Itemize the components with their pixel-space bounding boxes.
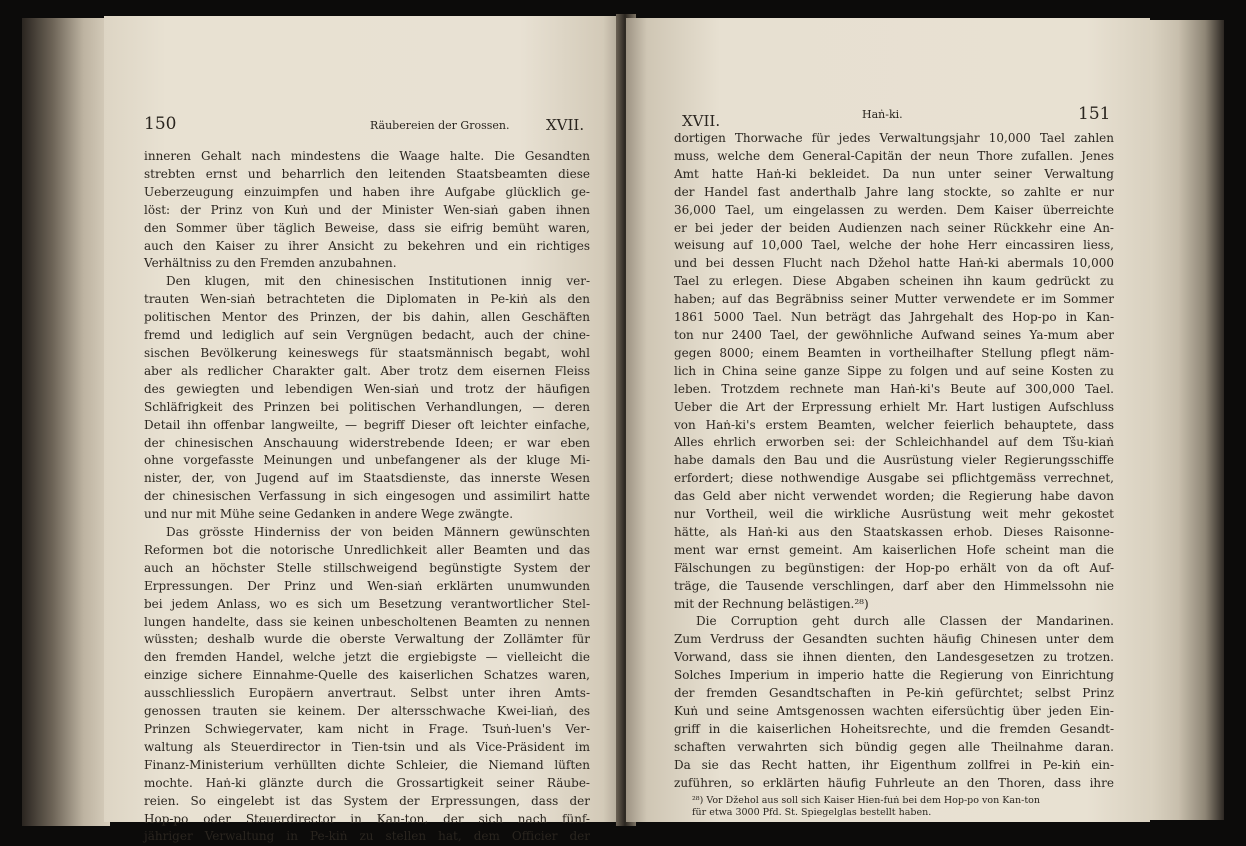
text-line: habe damals den Bau und die Ausrüstung vieler Regierungsschiffe [674,453,1114,468]
text-line: Die Corruption geht durch alle Classen der Mandarinen. [696,614,1114,629]
text-line: auch den Kaiser zu ihrer Ansicht zu bekehren und ein richtiges [144,238,590,253]
text-line: der Handel fast anderthalb Jahre lang stockte, so zahlte er nur [674,184,1114,199]
text-line: Solches Imperium in imperio hatte die Regierung von Einrichtung [674,668,1114,683]
text-line: Amt hatte Haṅ-ki bekleidet. Da nun unter seiner Verwaltung [674,166,1114,181]
text-line: zuführen, so erklärten häufig Fuhrleute an den Thoren, dass ihre [674,775,1114,790]
text-line: Zum Verdruss der Gesandten suchten häufig Chinesen unter dem [674,632,1114,647]
text-line: mochte. Haṅ-ki glänzte durch die Grossartigkeit seiner Räube- [144,775,590,790]
text-line: Schläfrigkeit des Prinzen bei politischen Verhandlungen, — deren [144,399,590,414]
text-line: erfordert; diese nothwendige Ausgabe sei pflichtgemäss verrechnet, [674,471,1114,486]
footnote-line: ²⁸) Vor Džehol aus soll sich Kaiser Hien-fuṅ bei dem Hop-po von Kan-ton [692,795,1040,806]
text-line: haben; auf das Begräbniss seiner Mutter verwendete er im Sommer [674,292,1114,307]
text-line: den fremden Handel, welche jetzt die ergiebigste — vielleicht die [144,650,590,665]
text-line: den Sommer über täglich Beweise, dass sie eifrig bemüht waren, [144,220,590,235]
text-line: fremd und lediglich auf sein Vergnügen bedacht, auch der chine- [144,328,590,343]
text-line: gegen 8000; einem Beamten in vortheilhafter Stellung pflegt näm- [674,345,1114,360]
right-chapter-label: XVII. [682,112,721,130]
text-line: nur Vortheil, weil die wirkliche Ausrüstung weit mehr gekostet [674,507,1114,522]
text-line: ment war ernst gemeint. Am kaiserlichen Hofe scheint man die [674,542,1114,557]
text-line: bei jedem Anlass, wo es sich um Besetzung verantwortlicher Stel- [144,596,590,611]
text-line: Detail ihn offenbar langweilte, — begriff Dieser oft leichter einfache, [144,417,590,432]
right-body-text [674,130,1114,793]
text-line: träge, die Tausende verschlingen, darf aber den Himmelssohn nie [674,578,1114,593]
text-line: einzige sichere Einnahme-Quelle des kaiserlichen Schatzes waren, [144,668,590,683]
book-page-edges-right [1148,20,1224,820]
text-line: leben. Trotzdem rechnete man Haṅ-ki's Beute auf 300,000 Tael. [674,381,1114,396]
left-chapter-label: XVII. [546,116,585,134]
text-line: schaften verwahrten sich bündig gegen alle Theilnahme daran. [674,739,1114,754]
book-page-edges-left [22,18,110,826]
left-page-number: 150 [144,114,177,134]
text-line: das Geld aber nicht verwendet worden; die Regierung habe davon [674,489,1114,504]
text-line: dortigen Thorwache für jedes Verwaltungsjahr 10,000 Tael zahlen [674,131,1114,145]
text-line: muss, welche dem General-Capitän der neun Thore zufallen. Jenes [674,148,1114,163]
text-line: politischen Mentor des Prinzen, der bis dahin, allen Geschäften [144,310,590,325]
text-line: Erpressungen. Der Prinz und Wen-siaṅ erklärten unumwunden [144,578,590,593]
text-line: mit der Rechnung belästigen.²⁸) [674,596,869,611]
text-line: Fälschungen zu begünstigen: der Hop-po erhält von da oft Auf- [674,560,1114,575]
text-line: reien. So eingelebt ist das System der Erpressungen, dass der [144,793,590,808]
text-line: und nur mit Mühe seine Gedanken in andere Wege zwängte. [144,507,514,522]
text-line: lich in China seine ganze Sippe zu folgen und auf seine Kosten zu [674,363,1114,378]
text-line: Da sie das Recht hatten, ihr Eigenthum zollfrei in Pe-kiṅ ein- [674,757,1114,772]
text-line: Tael zu erlegen. Diese Abgaben scheinen ihn kaum gedrückt zu [674,274,1114,289]
text-line: ton nur 2400 Tael, der gewöhnliche Aufwand seines Ya-mum aber [674,327,1114,342]
text-line: lungen handelte, dass sie keinen unbescholtenen Beamten zu nennen [144,614,590,629]
text-line: jähriger Verwaltung in Pe-kiṅ zu stellen hat, dem Officier der [144,829,590,844]
text-line: 1861 5000 Tael. Nun beträgt das Jahrgehalt des Hop-po in Kan- [674,310,1114,325]
text-line: Den klugen, mit den chinesischen Institutionen innig ver- [166,274,590,289]
right-page [626,18,1150,822]
text-line: Verhältniss zu den Fremden anzubahnen. [144,256,397,271]
text-line: Ueber die Art der Erpressung erhielt Mr. Hart lustigen Aufschluss [674,399,1114,414]
text-line: Hop-po oder Steuerdirector in Kan-ton, der sich nach fünf- [144,811,590,826]
text-line: trauten Wen-siaṅ betrachteten die Diplomaten in Pe-kiṅ als den [144,292,590,307]
left-running-title: Räubereien der Grossen. [370,119,510,132]
text-line: griff in die kaiserlichen Hoheitsrechte, und die fremden Gesandt- [674,721,1114,736]
left-page [104,16,624,844]
text-line: inneren Gehalt nach mindestens die Waage halte. Die Gesandten [144,149,590,163]
footnote-line: für etwa 3000 Pfd. St. Spiegelglas bestellt haben. [692,807,932,818]
text-line: Alles ehrlich erworben sei: der Schleichhandel auf dem Tšu-kiaṅ [674,435,1114,450]
left-body-text [144,148,590,846]
text-line: der fremden Gesandtschaften in Pe-kiṅ gefürchtet; selbst Prinz [674,686,1114,701]
text-line: waltung als Steuerdirector in Tien-tsin und als Vice-Präsident im [144,739,590,754]
text-line: der chinesischen Verfassung in sich eingesogen und assimilirt hatte [144,489,590,504]
text-line: Finanz-Ministerium verhüllten dichte Schleier, die Niemand lüften [144,757,590,772]
text-line: 36,000 Tael, um eingelassen zu werden. Dem Kaiser überreichte [674,202,1114,217]
text-line: weisung auf 10,000 Tael, welche der hohe Herr eincassiren liess, [674,238,1114,253]
text-line: sischen Bevölkerung keineswegs für staatsmännisch begabt, wohl [144,345,590,360]
text-line: Prinzen Schwiegervater, kam nicht in Frage. Tsuṅ-luen's Ver- [144,722,590,736]
text-line: hätte, als Haṅ-ki aus den Staatskassen erhob. Dieses Raisonne- [674,524,1114,539]
text-line: aber als redlicher Charakter galt. Aber trotz dem eisernen Fleiss [144,363,590,378]
text-line: löst: der Prinz von Kuṅ und der Minister Wen-siaṅ gaben ihnen [144,202,590,217]
text-line: wüssten; deshalb wurde die oberste Verwaltung der Zollämter für [144,632,590,647]
text-line: der chinesischen Anschauung widerstrebende Ideen; er war eben [144,435,590,450]
text-line: Vorwand, dass sie ihnen dienten, den Landesgesetzen zu trotzen. [674,650,1114,665]
text-line: er bei jeder der beiden Audienzen nach seiner Rückkehr eine An- [674,220,1114,235]
text-line: Ueberzeugung einzuimpfen und haben ihre Aufgabe glücklich ge- [144,184,590,199]
text-line: nister, der, von Jugend auf im Staatsdienste, das innerste Wesen [144,471,590,486]
text-line: von Haṅ-ki's erstem Beamten, welcher feierlich behauptete, dass [674,417,1114,432]
text-line: Reformen bot die notorische Unredlichkeit aller Beamten und das [144,542,590,557]
text-line: genossen trauten sie keinem. Der altersschwache Kwei-liaṅ, des [144,704,590,719]
right-page-number: 151 [1078,104,1111,124]
text-line: auch an höchster Stelle stillschweigend begünstigte System der [144,560,590,575]
text-line: ausschliesslich Europäern anvertraut. Selbst unter ihren Amts- [144,686,590,701]
text-line: des gewiegten und lebendigen Wen-siaṅ und trotz der häufigen [144,381,590,396]
text-line: Das grösste Hinderniss der von beiden Männern gewünschten [166,525,590,540]
text-line: ohne vorgefasste Meinungen und unbefangener als der kluge Mi- [144,453,590,468]
text-line: Kuṅ und seine Amtsgenossen wachten eifersüchtig über jeden Ein- [674,704,1114,718]
text-line: und bei dessen Flucht nach Džehol hatte Haṅ-ki abermals 10,000 [674,256,1114,271]
text-line: strebten ernst und beharrlich den leitenden Staatsbeamten diese [144,166,590,181]
footnote [692,795,1112,819]
right-running-title: Haṅ-ki. [862,108,903,121]
